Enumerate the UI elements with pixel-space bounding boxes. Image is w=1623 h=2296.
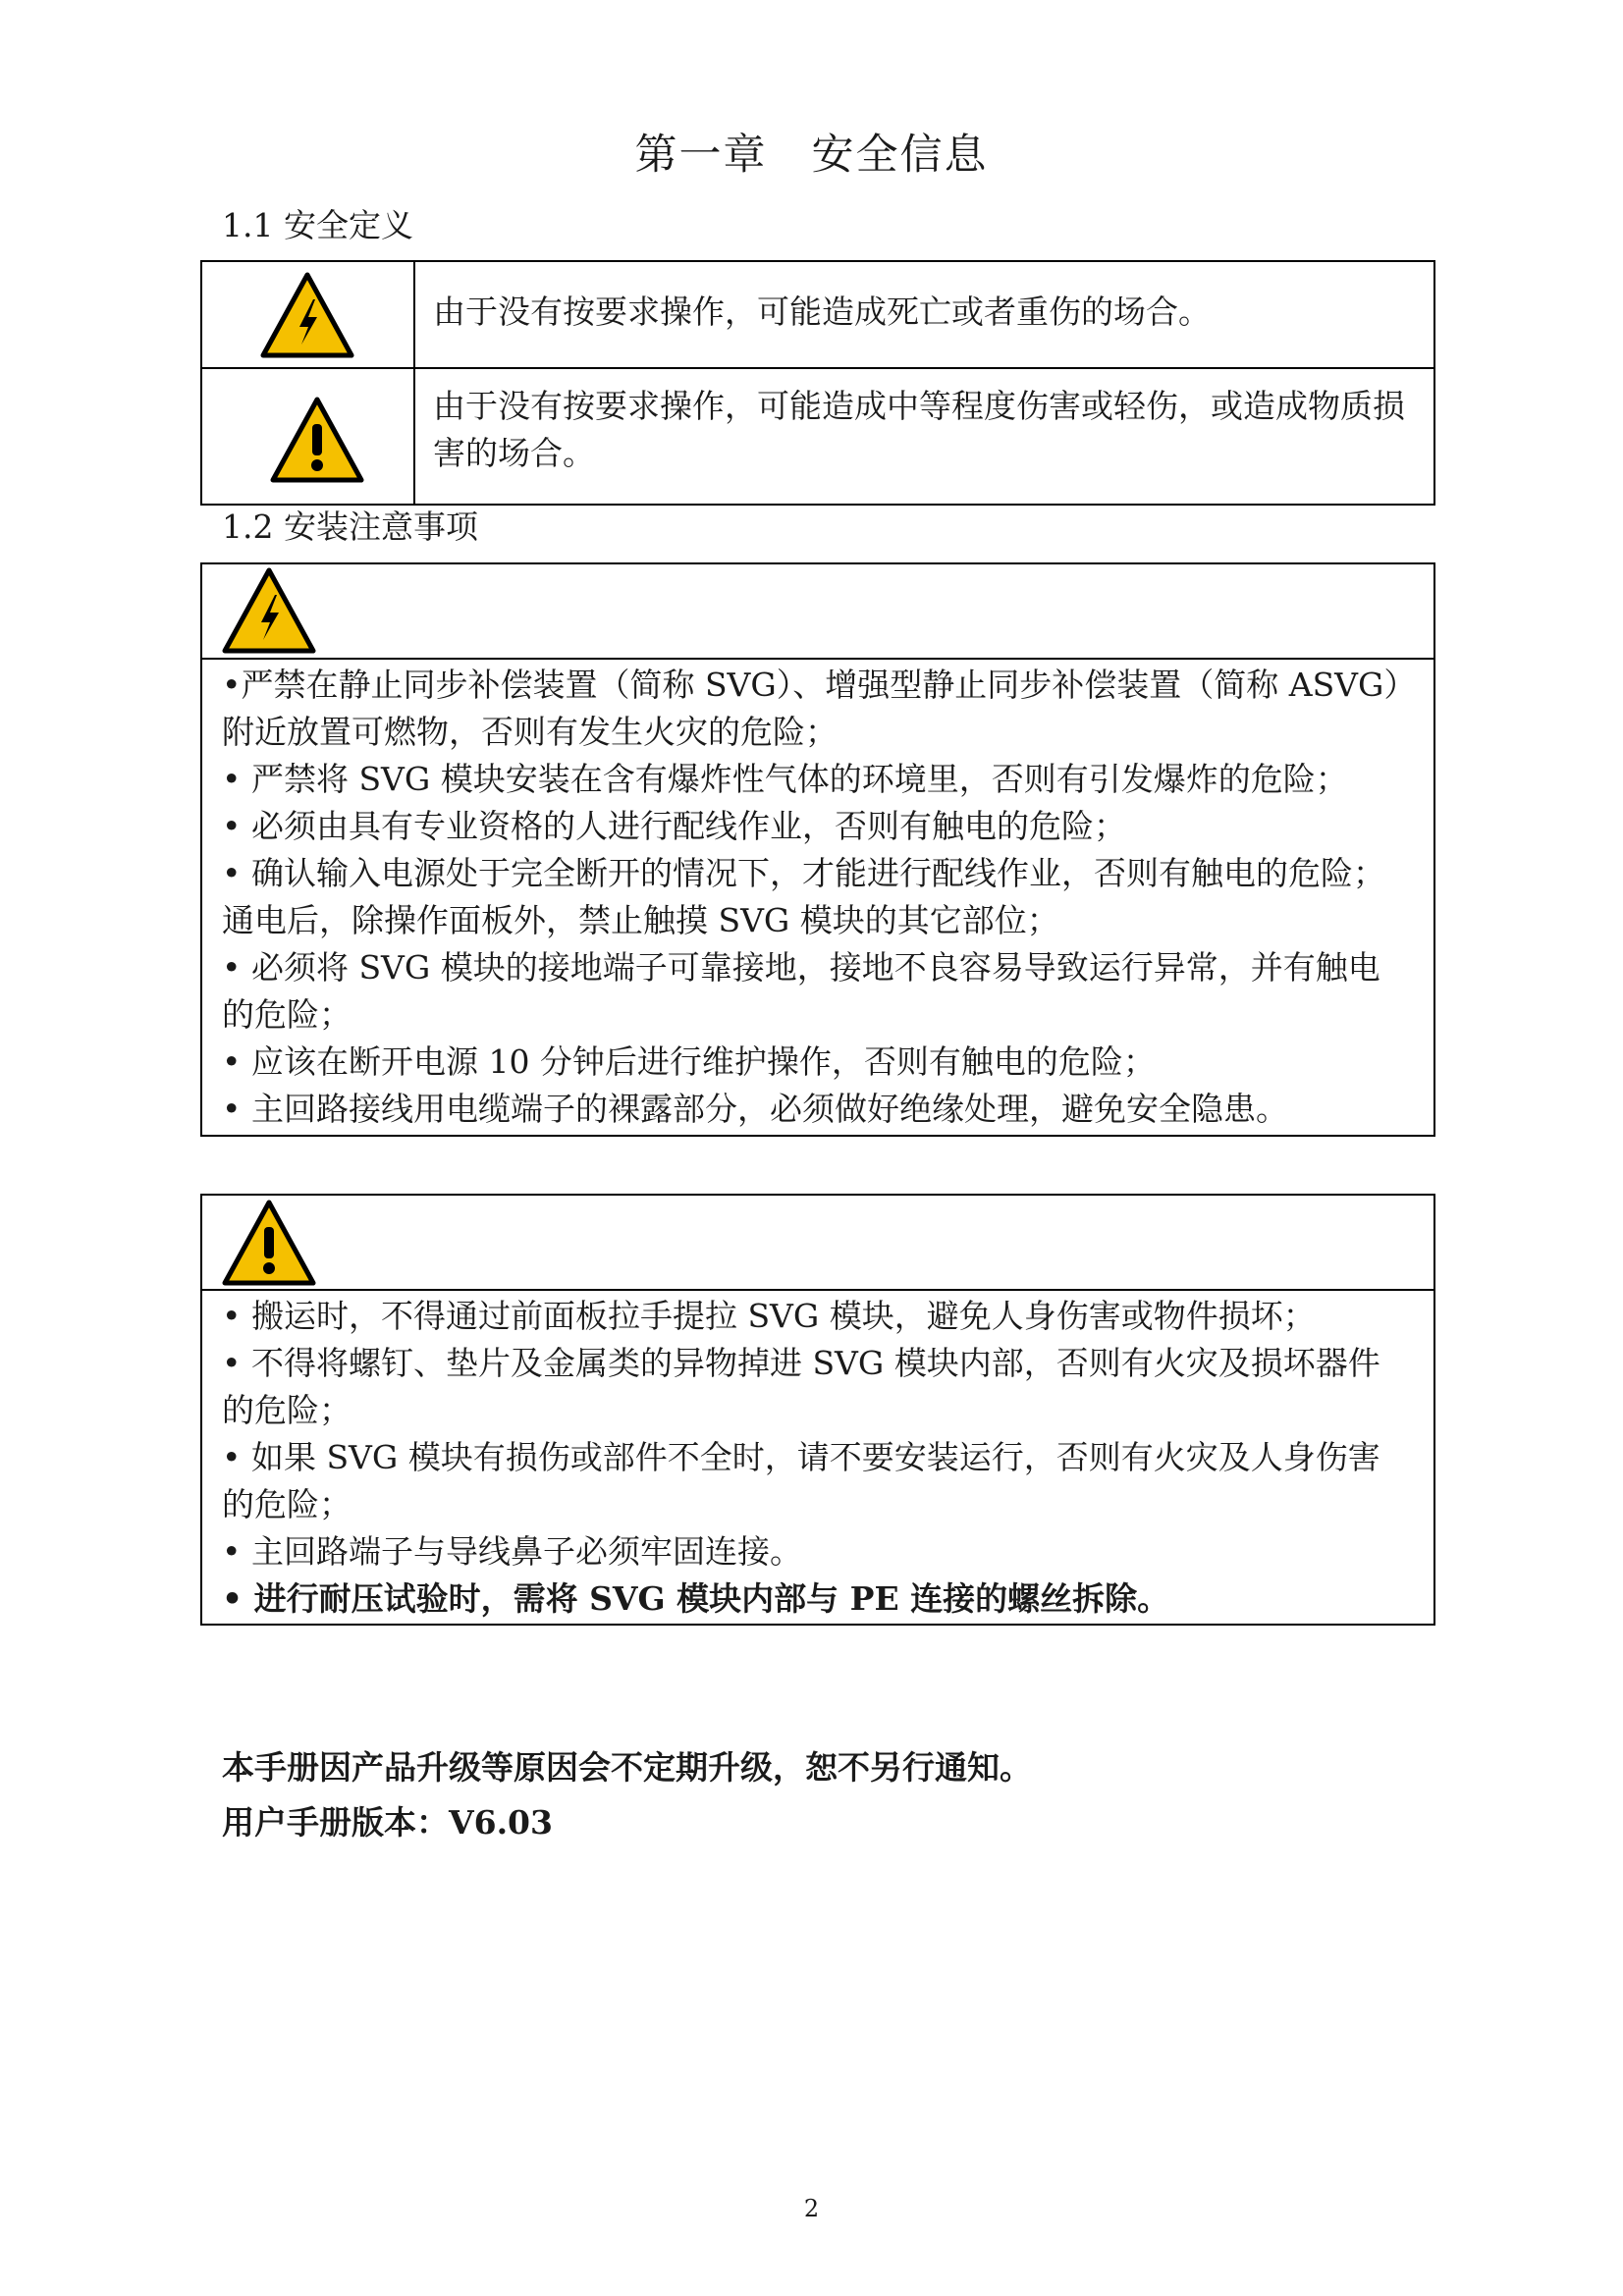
warning-precautions-box [200,1194,1435,1626]
box-content-row [202,658,1434,1135]
list-item: • 严禁将 SVG 模块安装在含有爆炸性气体的环境里，否则有引发爆炸的危险； [222,760,1348,798]
list-item: • 确认输入电源处于完全断开的情况下，才能进行配线作业，否则有触电的危险；通电后，除操作面板外，禁止触摸 SVG 模块的其它部位； [222,854,1385,939]
electrical-hazard-icon [222,566,316,655]
page-number: 2 [803,2195,820,2222]
list-item: •严禁在静止同步补偿装置（简称 SVG）、增强型静止同步补偿装置（简称 ASVG）附近放置可燃物，否则有发生火灾的危险； [222,666,1400,751]
manual-version: 用户手册版本：V6.03 [222,1803,553,1842]
list-item: • 如果 SVG 模块有损伤或部件不全时，请不要安装运行，否则有火灾及人身伤害的危险； [222,1438,1380,1523]
chapter-title: 第一章 安全信息 [634,131,989,180]
list-item: • 必须将 SVG 模块的接地端子可靠接地，接地不良容易导致运行异常，并有触电的危险； [222,948,1380,1034]
list-item: • 必须由具有专业资格的人进行配线作业，否则有触电的危险； [222,807,1126,845]
warning-exclamation-icon [222,1199,316,1287]
section-heading-1-2: 1.2 安装注意事项 [222,507,478,546]
electrical-hazard-icon [260,272,354,358]
list-item: • 搬运时，不得通过前面板拉手提拉 SVG 模块，避免人身伤害或物件损坏； [222,1297,1316,1335]
box-content-row [202,1289,1434,1624]
definition-text: 由于没有按要求操作，可能造成中等程度伤害或轻伤，或造成物质损害的场合。 [433,387,1405,472]
box-icon-row [202,1196,1434,1289]
definition-text: 由于没有按要求操作，可能造成死亡或者重伤的场合。 [433,293,1211,331]
warning-list [222,1293,1412,1623]
list-item: • 主回路接线用电缆端子的裸露部分，必须做好绝缘处理，避免安全隐患。 [222,1090,1288,1128]
warning-exclamation-icon [270,397,364,483]
definition-row-warning [202,367,1434,504]
definition-icon-cell [202,369,415,504]
list-item: • 应该在断开电源 10 分钟后进行维护操作，否则有触电的危险； [222,1042,1156,1081]
definition-icon-cell [202,262,415,367]
danger-list [222,662,1412,1133]
list-item: • 不得将螺钉、垫片及金属类的异物掉进 SVG 模块内部，否则有火灾及损坏器件的危险； [222,1344,1380,1429]
box-icon-row [202,564,1434,658]
section-heading-1-1: 1.1 安全定义 [222,206,413,244]
safety-definition-table [200,260,1435,506]
danger-precautions-box [200,562,1435,1137]
definition-row-danger [202,262,1434,367]
list-item: • 主回路端子与导线鼻子必须牢固连接。 [222,1532,802,1571]
update-notice: 本手册因产品升级等原因会不定期升级，恕不另行通知。 [222,1748,1032,1787]
list-item: • 进行耐压试验时，需将 SVG 模块内部与 PE 连接的螺丝拆除。 [222,1579,1170,1618]
